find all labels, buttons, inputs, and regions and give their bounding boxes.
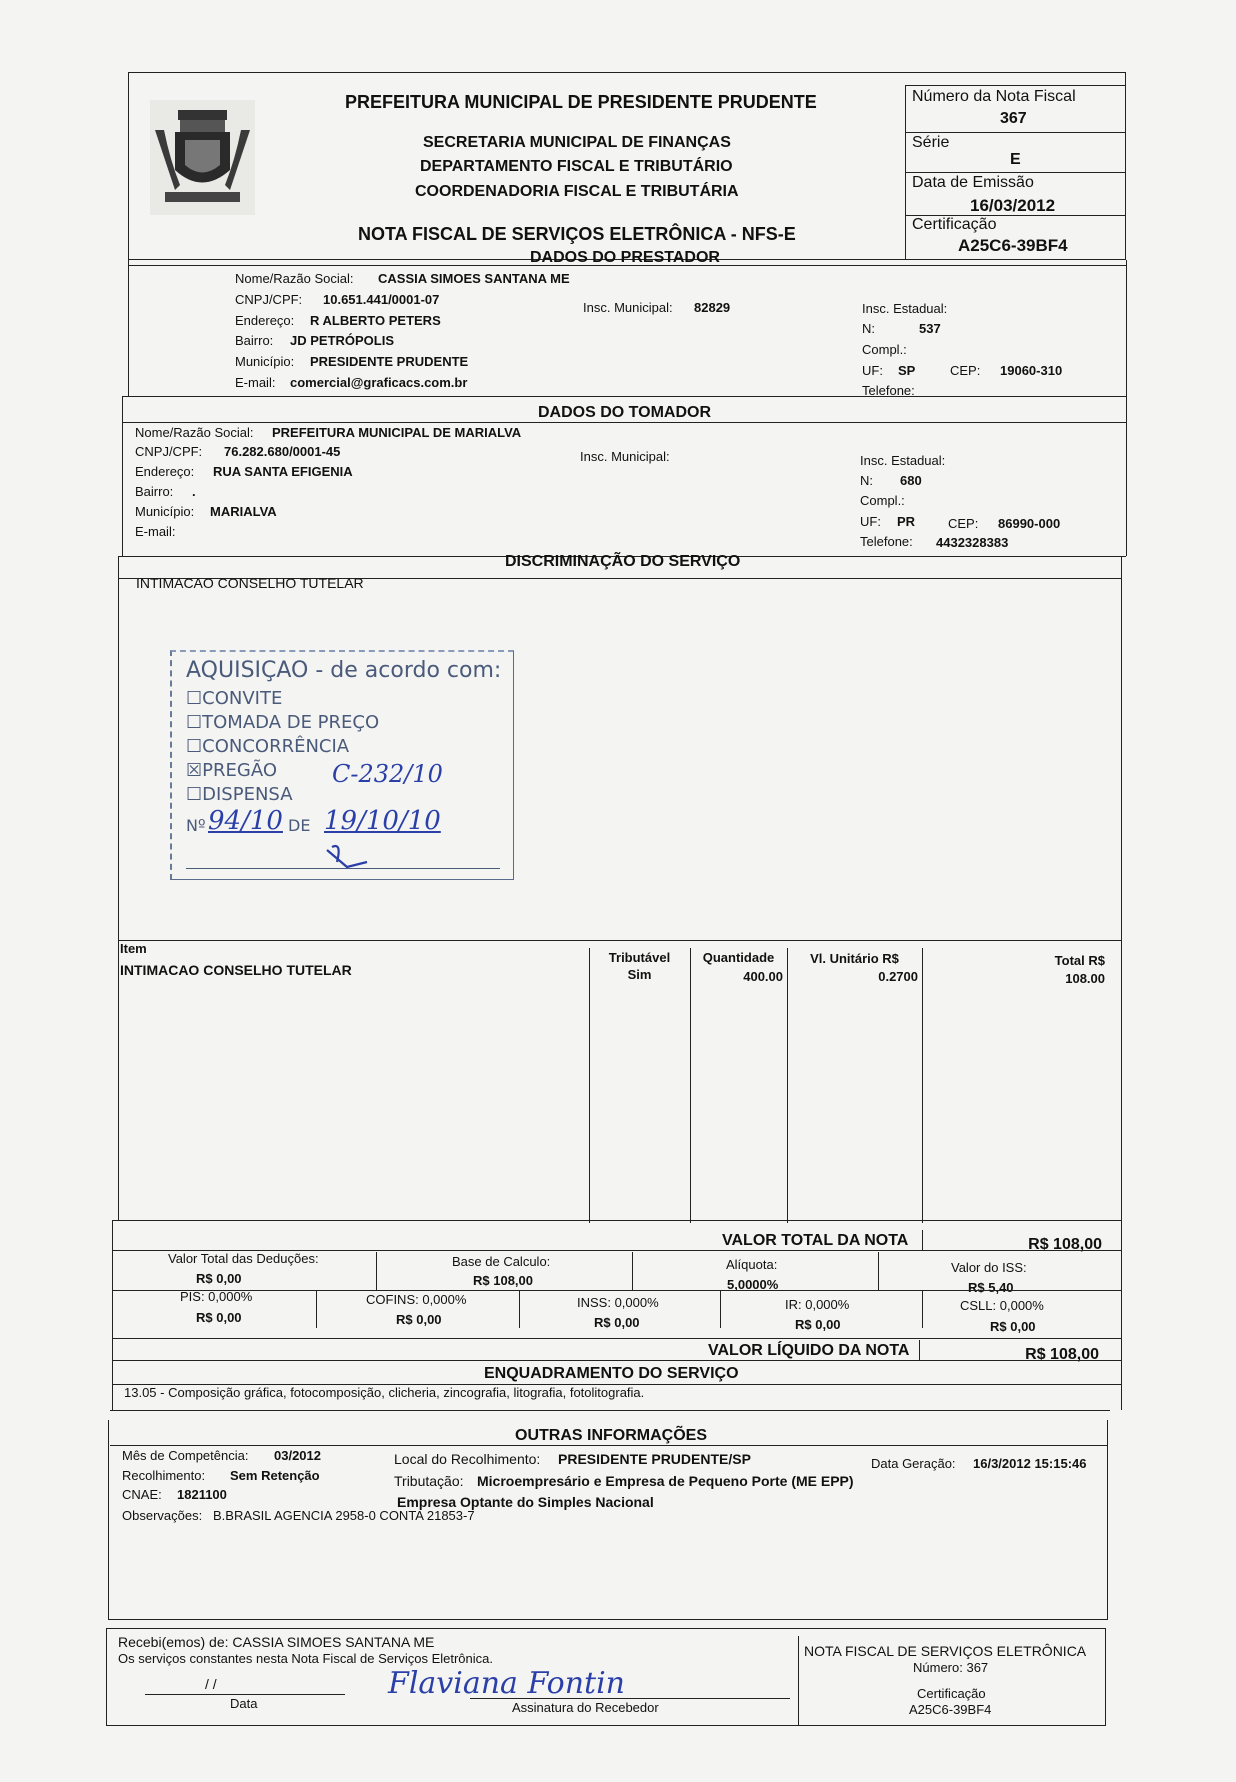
item-row-vl-unitario: 0.2700 (878, 969, 918, 984)
liquido-top-line (112, 1338, 1121, 1339)
enquadramento-bottom-line (110, 1410, 1110, 1411)
geracao-value: 16/3/2012 15:15:46 (973, 1456, 1087, 1471)
stamp-option-dispensa-label: DISPENSA (202, 784, 293, 805)
inss-sep (720, 1290, 721, 1328)
prestador-municipio-label: Município: (235, 354, 295, 369)
prestador-left (128, 260, 129, 396)
ir-label: IR: 0,000% (785, 1297, 850, 1312)
tributacao-value: Microempresário e Empresa de Pequeno Porte (ME EPP) (477, 1473, 854, 1489)
items-top-line (118, 940, 1121, 941)
tomador-email-label: E-mail: (135, 524, 176, 539)
prestador-uf: SP (898, 363, 916, 378)
recibo-sep (798, 1636, 799, 1726)
acquisition-stamp (170, 650, 514, 880)
recolhimento-label: Recolhimento: (122, 1468, 206, 1483)
coordenadoria-title: COORDENADORIA FISCAL E TRIBUTÁRIA (415, 183, 739, 200)
discriminacao-left (118, 556, 119, 1220)
tomador-nome-label: Nome/Razão Social: (135, 425, 254, 440)
checkbox-empty-icon: ☐ (186, 712, 203, 733)
local-value: PRESIDENTE PRUDENTE/SP (558, 1451, 751, 1467)
prestador-section-title: DADOS DO PRESTADOR (530, 249, 720, 266)
recibo-assinatura-label: Assinatura do Recebedor (512, 1700, 659, 1715)
stamp-n-value: 94/10 (208, 806, 283, 836)
totals-top-line (112, 1220, 1121, 1221)
tomador-right (1126, 396, 1127, 556)
pis-sep (316, 1290, 317, 1328)
simples-text: Empresa Optante do Simples Nacional (397, 1494, 654, 1510)
checkbox-empty-icon: ☐ (186, 784, 203, 805)
competencia-value: 03/2012 (274, 1448, 321, 1463)
base-sep (632, 1252, 633, 1290)
tomador-sub-line (122, 422, 1126, 423)
prestador-compl-label: Compl.: (862, 342, 907, 357)
outras-section-title: OUTRAS INFORMAÇÕES (515, 1427, 707, 1444)
tomador-cnpj-label: CNPJ/CPF: (135, 444, 203, 459)
nota-sep-2 (905, 172, 1126, 173)
tomador-endereco-label: Endereço: (135, 464, 195, 479)
stamp-option-concorrencia (186, 736, 349, 757)
prestador-nome: CASSIA SIMOES SANTANA ME (378, 271, 570, 286)
recibo-numero: Número: 367 (913, 1660, 989, 1675)
tributacao-label: Tributação: (394, 1473, 464, 1489)
items-col-2 (690, 948, 691, 1223)
tomador-n: 680 (900, 473, 922, 488)
tomador-nome: PREFEITURA MUNICIPAL DE MARIALVA (272, 425, 522, 440)
tomador-municipio-label: Município: (135, 504, 195, 519)
liquido-label: VALOR LÍQUIDO DA NOTA (708, 1342, 910, 1359)
nota-sep-1 (905, 132, 1126, 133)
prestador-im-label: Insc. Municipal: (583, 300, 673, 315)
recibo-data-label: Data (230, 1696, 258, 1711)
items-header-total: Total R$ (1054, 953, 1105, 968)
deducoes-label: Valor Total das Deduções: (168, 1251, 319, 1266)
pis-label: PIS: 0,000% (180, 1289, 253, 1304)
item-row-tributavel: Sim (627, 967, 652, 982)
recibo-data-slashes: / / (205, 1676, 217, 1692)
stamp-option-dispensa (186, 784, 293, 805)
csll-label: CSLL: 0,000% (960, 1298, 1044, 1313)
prestador-ie-label: Insc. Estadual: (862, 301, 948, 316)
item-row-desc: INTIMACAO CONSELHO TUTELAR (120, 962, 352, 978)
tomador-tel: 4432328383 (936, 535, 1009, 550)
stamp-option-pregao-label: PREGÃO (202, 760, 277, 781)
stamp-option-tomada-label: TOMADA DE PREÇO (202, 712, 380, 733)
obs-label: Observações: (122, 1508, 203, 1523)
recibo-cert-label: Certificação (917, 1686, 986, 1701)
iss-value: R$ 5,40 (968, 1280, 1014, 1295)
enq-left (112, 1360, 113, 1410)
tomador-ie-label: Insc. Estadual: (860, 453, 946, 468)
competencia-label: Mês de Competência: (122, 1448, 249, 1463)
stamp-de-label: DE (288, 816, 311, 835)
tomador-compl-label: Compl.: (860, 493, 905, 508)
tomador-tel-label: Telefone: (860, 534, 913, 549)
prestador-nome-label: Nome/Razão Social: (235, 271, 354, 286)
checkbox-empty-icon: ☐ (186, 688, 203, 709)
stamp-option-concorrencia-label: CONCORRÊNCIA (202, 736, 350, 757)
tomador-cnpj: 76.282.680/0001-45 (224, 444, 341, 459)
prestador-n-label: N: (862, 321, 875, 336)
csll-value: R$ 0,00 (990, 1319, 1036, 1334)
aliquota-value: 5,0000% (727, 1277, 779, 1292)
iss-label: Valor do ISS: (951, 1260, 1027, 1275)
prestador-municipio: PRESIDENTE PRUDENTE (310, 354, 469, 369)
document-title: NOTA FISCAL DE SERVIÇOS ELETRÔNICA - NFS-E (358, 224, 796, 244)
serie-label: Série (912, 134, 950, 151)
geracao-label: Data Geração: (871, 1456, 956, 1471)
valor-total-label: VALOR TOTAL DA NOTA (722, 1232, 909, 1249)
aliquota-label: Alíquota: (726, 1257, 778, 1272)
discriminacao-text: INTIMACAO CONSELHO TUTELAR (136, 575, 364, 591)
recibo-handwritten-signature: Flaviana Fontin (388, 1666, 625, 1701)
prestador-endereco: R ALBERTO PETERS (310, 313, 441, 328)
tomador-n-label: N: (860, 473, 873, 488)
tomador-uf-label: UF: (860, 514, 881, 529)
prestador-tel-label: Telefone: (862, 383, 915, 398)
pis-value: R$ 0,00 (196, 1310, 242, 1325)
serie-value: E (1010, 151, 1021, 168)
ir-sep (922, 1290, 923, 1328)
prestador-top-line (128, 265, 1126, 266)
stamp-option-tomada (186, 712, 379, 733)
stamp-de-value: 19/10/10 (324, 806, 441, 836)
ir-value: R$ 0,00 (795, 1317, 841, 1332)
coat-of-arms-logo (150, 100, 255, 215)
inss-label: INSS: 0,000% (577, 1295, 659, 1310)
tomador-bairro-label: Bairro: (135, 484, 174, 499)
tomador-section-title: DADOS DO TOMADOR (538, 404, 712, 421)
certificacao-label: Certificação (912, 216, 997, 233)
cofins-label: COFINS: 0,000% (366, 1292, 467, 1307)
recibo-servicos: Os serviços constantes nesta Nota Fiscal de Serviços Eletrônica. (118, 1651, 493, 1666)
taxes-line (112, 1290, 1121, 1291)
aliq-sep (878, 1252, 879, 1290)
header-divider-h (905, 85, 1126, 86)
tomador-bairro: . (192, 484, 196, 499)
recibo-cert: A25C6-39BF4 (909, 1702, 992, 1717)
recibo-nfs-title: NOTA FISCAL DE SERVIÇOS ELETRÔNICA (804, 1643, 1087, 1659)
tomador-cep: 86990-000 (998, 516, 1061, 531)
prestador-email-label: E-mail: (235, 375, 276, 390)
prestador-bairro-label: Bairro: (235, 333, 274, 348)
liquido-bottom-line (112, 1360, 1121, 1361)
items-col-3 (787, 948, 788, 1223)
inss-value: R$ 0,00 (594, 1315, 640, 1330)
item-row-quantidade: 400.00 (743, 969, 783, 984)
tomador-municipio: MARIALVA (210, 504, 277, 519)
cofins-sep (519, 1290, 520, 1328)
prestador-right (1126, 260, 1127, 396)
prestador-uf-label: UF: (862, 363, 883, 378)
certificacao-value: A25C6-39BF4 (958, 236, 1068, 255)
prestador-cep-label: CEP: (950, 363, 981, 378)
valor-total-value: R$ 108,00 (1028, 1236, 1102, 1253)
enq-right (1121, 1360, 1122, 1410)
enquadramento-section-title: ENQUADRAMENTO DO SERVIÇO (484, 1365, 739, 1382)
secretaria-title: SECRETARIA MUNICIPAL DE FINANÇAS (423, 134, 731, 151)
prestador-email: comercial@graficacs.com.br (290, 375, 468, 390)
items-col-1 (589, 948, 590, 1223)
tomador-endereco: RUA SANTA EFIGENIA (213, 464, 353, 479)
tomador-im-label: Insc. Municipal: (580, 449, 670, 464)
recolhimento-value: Sem Retenção (230, 1468, 320, 1483)
ded-sep (376, 1252, 377, 1290)
local-label: Local do Recolhimento: (394, 1451, 541, 1467)
prefeitura-title: PREFEITURA MUNICIPAL DE PRESIDENTE PRUDENTE (345, 92, 817, 112)
deducoes-value: R$ 0,00 (196, 1271, 242, 1286)
stamp-title: AQUISIÇAO - de acordo com: (186, 658, 502, 683)
liquido-value: R$ 108,00 (1025, 1346, 1099, 1363)
stamp-option-convite-label: CONVITE (202, 688, 283, 709)
obs-value: B.BRASIL AGENCIA 2958-0 CONTA 21853-7 (213, 1508, 475, 1523)
stamp-option-pregao (186, 760, 277, 781)
tomador-uf: PR (897, 514, 916, 529)
discriminacao-right (1121, 556, 1122, 1220)
prestador-endereco-label: Endereço: (235, 313, 295, 328)
prestador-cnpj: 10.651.441/0001-07 (323, 292, 440, 307)
prestador-bairro: JD PETRÓPOLIS (290, 333, 395, 348)
cofins-value: R$ 0,00 (396, 1312, 442, 1327)
checkbox-empty-icon: ☐ (186, 736, 203, 757)
numero-nota-value: 367 (1000, 110, 1027, 127)
cnae-value: 1821100 (177, 1487, 227, 1502)
item-row-total: 108.00 (1065, 971, 1105, 986)
items-header-item: Item (120, 941, 147, 956)
tomador-top-line (122, 396, 1126, 397)
stamp-initials-mark (322, 842, 372, 872)
emissao-value: 16/03/2012 (970, 196, 1056, 215)
stamp-pregao-handwritten: C-232/10 (332, 760, 443, 788)
stamp-n-label: Nº (186, 816, 206, 835)
departamento-title: DEPARTAMENTO FISCAL E TRIBUTÁRIO (420, 158, 733, 175)
emissao-label: Data de Emissão (912, 174, 1034, 191)
outras-sub-line (110, 1445, 1108, 1446)
tomador-left (122, 396, 123, 556)
discriminacao-section-title: DISCRIMINAÇÃO DO SERVIÇO (505, 553, 741, 570)
recibo-recebi: Recebi(emos) de: CASSIA SIMOES SANTANA ME (118, 1634, 435, 1650)
items-header-tributavel: Tributável (608, 950, 671, 965)
base-label: Base de Calculo: (452, 1254, 551, 1269)
items-header-quantidade: Quantidade (702, 950, 775, 965)
tomador-cep-label: CEP: (948, 516, 979, 531)
base-value: R$ 108,00 (473, 1273, 533, 1288)
recibo-data-line (145, 1694, 345, 1695)
items-col-4 (922, 948, 923, 1223)
prestador-n: 537 (919, 321, 941, 336)
checkbox-checked-icon: ☒ (186, 760, 203, 781)
cnae-label: CNAE: (122, 1487, 162, 1502)
stamp-option-convite (186, 688, 282, 709)
numero-nota-label: Número da Nota Fiscal (912, 88, 1076, 105)
prestador-cnpj-label: CNPJ/CPF: (235, 292, 303, 307)
prestador-im: 82829 (694, 300, 731, 315)
prestador-cep: 19060-310 (1000, 363, 1063, 378)
enquadramento-text: 13.05 - Composição gráfica, fotocomposição, clicheria, zincografia, litografia, fotolitografia. (124, 1385, 645, 1400)
items-header-vl-unitario: Vl. Unitário R$ (810, 951, 899, 966)
